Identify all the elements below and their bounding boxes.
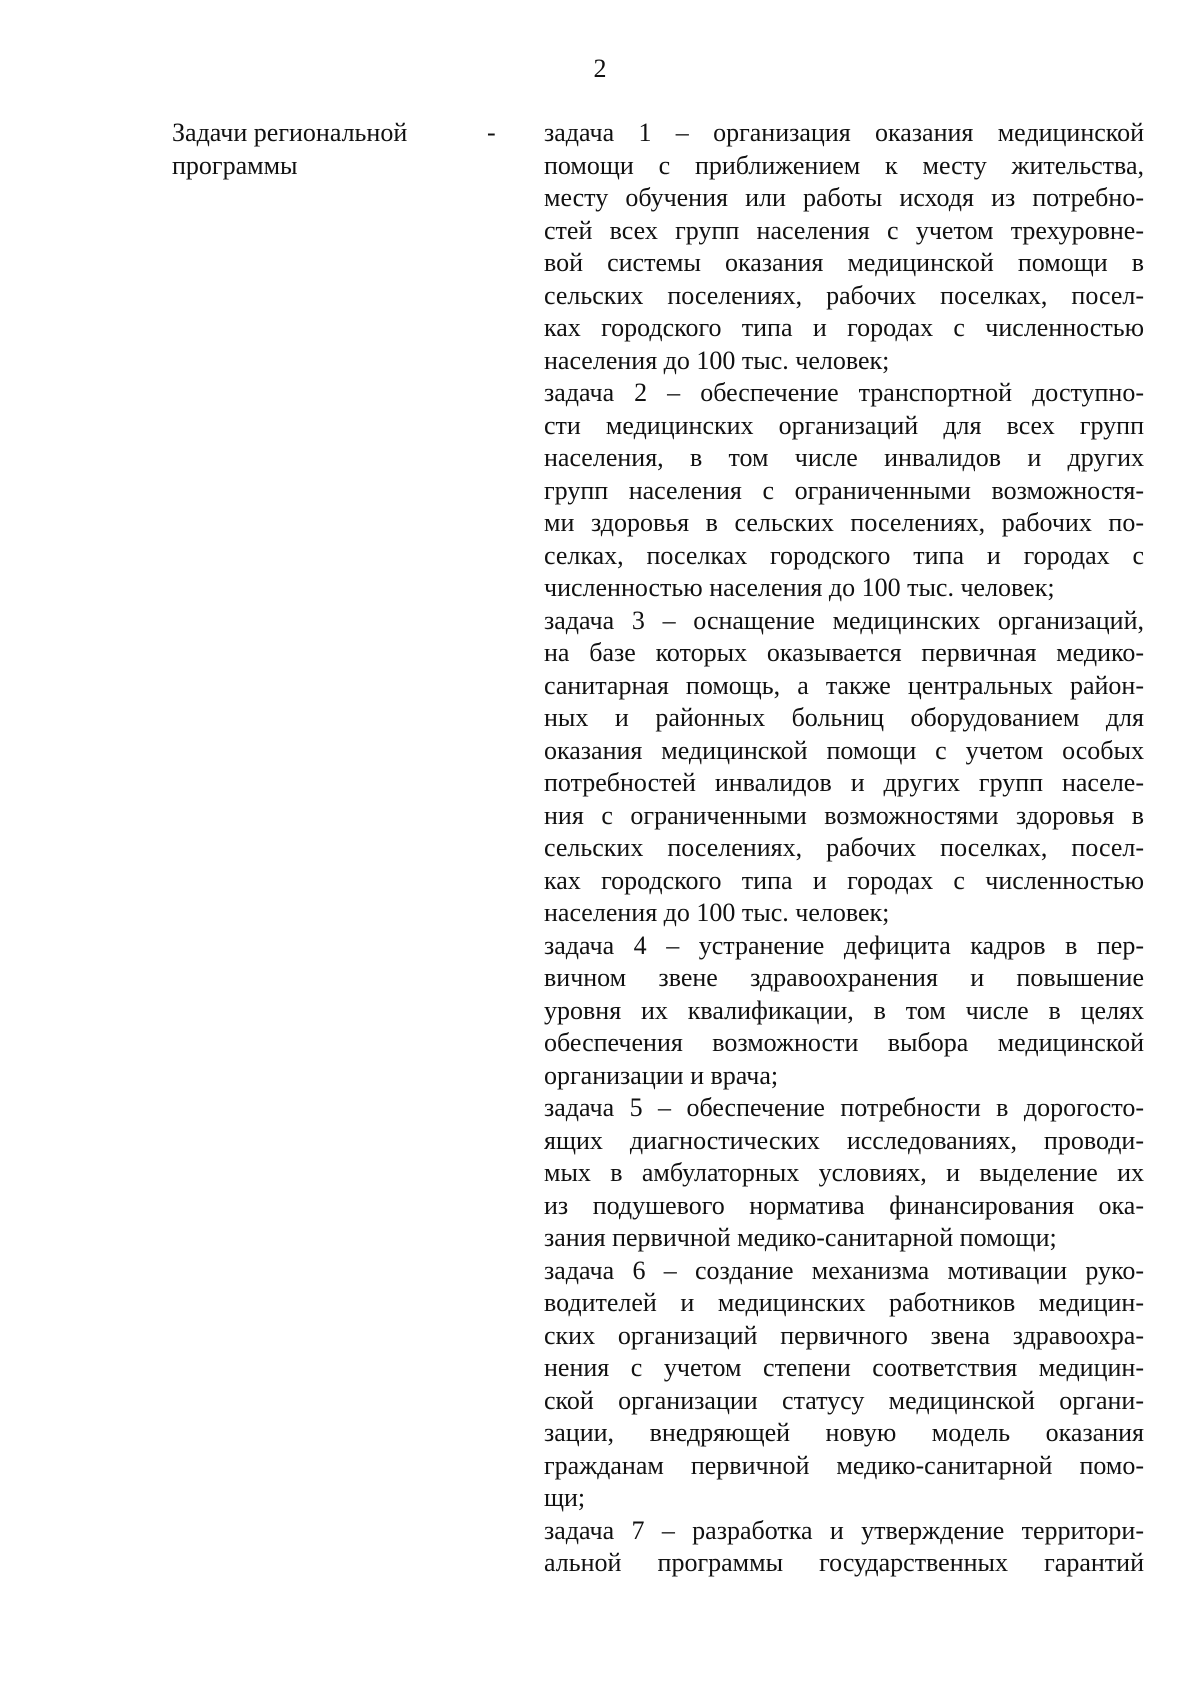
section-label-line: программы [172,150,298,180]
task-text-line: ния с ограниченными возможностями здоровья в [544,800,1144,830]
task-text-line: стей всех групп населения с учетом трехуровне- [544,215,1144,245]
task-text-line: водителей и медицинских работников медицин- [544,1288,1144,1317]
task-text-line: населения до 100 тыс. человек; [544,898,890,927]
task-text-line: населения, в том числе инвалидов и других [544,443,1144,472]
page-number: 2 [593,54,607,83]
section-label-line: Задачи региональной [172,118,408,147]
task-text-line: вой системы оказания медицинской помощи в [544,248,1144,277]
task-text-line: обеспечения возможности выбора медицинской [544,1028,1144,1057]
task-text-line: санитарная помощь, а также центральных район- [544,670,1144,700]
task-text-line: задача 5 – обеспечение потребности в дорогосто- [544,1093,1144,1122]
task-text-line: групп населения с ограниченными возможностя- [544,475,1144,505]
task-text-line: задача 3 – оснащение медицинских организаций, [544,605,1144,635]
task-text-line: ми здоровья в сельских поселениях, рабочих по- [544,508,1144,537]
task-text-line: ской организации статусу медицинской органи- [544,1385,1144,1415]
task-text-line: задача 2 – обеспечение транспортной доступно- [544,378,1144,407]
task-text-line: нения с учетом степени соответствия медицин- [544,1353,1144,1382]
task-text-line: сельских поселениях, рабочих поселках, посел- [544,833,1144,862]
task-text-line: уровня их квалификации, в том числе в целях [544,995,1144,1025]
task-text-line: альной программы государственных гарантий [544,1548,1144,1577]
task-text-line: сти медицинских организаций для всех групп [544,410,1144,440]
task-text-line: помощи с приближением к месту жительства, [544,150,1144,180]
tasks-text-block [544,117,1144,1580]
task-text-line: месту обучения или работы исходя из потребно- [544,183,1144,212]
task-text-line: ских организаций первичного звена здравоохра- [544,1320,1144,1350]
task-text-line: из подушевого норматива финансирования ока- [544,1190,1144,1220]
task-text-line: зации, внедряющей новую модель оказания [544,1418,1144,1447]
task-text-line: мых в амбулаторных условиях, и выделение их [544,1158,1144,1187]
task-text-line: задача 1 – организация оказания медицинской [544,118,1144,147]
task-text-line: ках городского типа и городах с численностью [544,313,1144,342]
separator-dash: - [487,118,496,147]
task-text-line: вичном звене здравоохранения и повышение [544,963,1144,992]
task-text-line: организации и врача; [544,1060,779,1090]
task-text-line: задача 7 – разработка и утверждение территори- [544,1515,1144,1545]
task-text-line: ках городского типа и городах с численностью [544,865,1144,895]
task-text-line: ных и районных больниц оборудованием для [544,703,1144,732]
task-text-line: оказания медицинской помощи с учетом особых [544,735,1144,765]
section-label [172,117,472,182]
task-text-line: на базе которых оказывается первичная медико- [544,638,1144,667]
task-text-line: численностью населения до 100 тыс. человек; [544,573,1055,602]
task-text-line: населения до 100 тыс. человек; [544,345,890,375]
task-text-line: ящих диагностических исследованиях, проводи- [544,1125,1144,1155]
task-text-line: гражданам первичной медико-санитарной помо- [544,1450,1144,1480]
task-text-line: щи; [544,1483,586,1512]
task-text-line: зания первичной медико-санитарной помощи; [544,1223,1057,1252]
task-text-line: задача 4 – устранение дефицита кадров в пер- [544,930,1144,960]
task-text-line: сельских поселениях, рабочих поселках, посел- [544,280,1144,310]
task-text-line: потребностей инвалидов и других групп населе- [544,768,1144,797]
task-text-line: задача 6 – создание механизма мотивации руко- [544,1255,1144,1285]
task-text-line: селках, поселках городского типа и городах с [544,540,1144,570]
